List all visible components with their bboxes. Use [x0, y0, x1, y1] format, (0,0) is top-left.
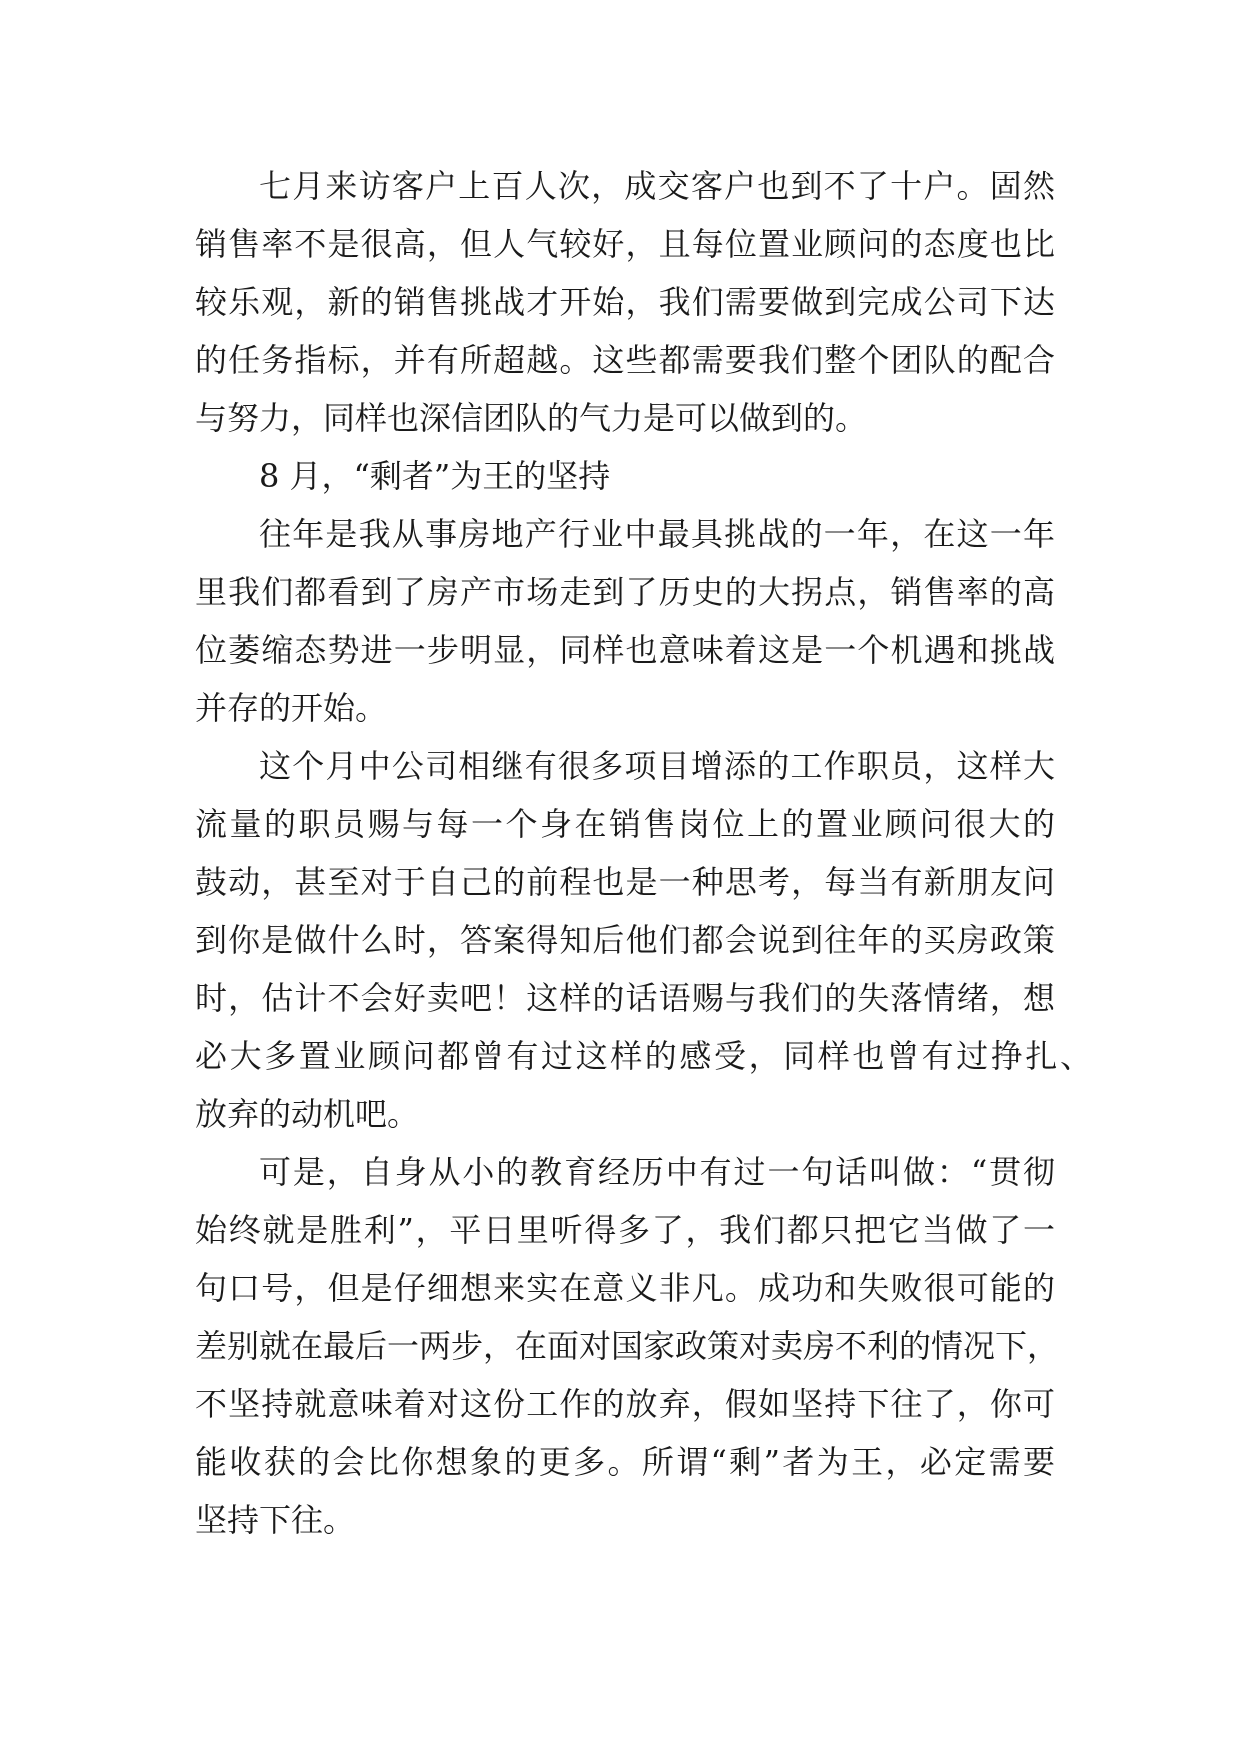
text-line: 时，估计不会好卖吧！这样的话语赐与我们的失落情绪，想 — [195, 979, 1055, 1017]
text-line: 位萎缩态势进一步明显，同样也意味着这是一个机遇和挑战 — [195, 631, 1055, 669]
text-line: 可是，自身从小的教育经历中有过一句话叫做：“贯彻 — [259, 1153, 1055, 1191]
paragraph — [195, 737, 1095, 1143]
text-line: 鼓动，甚至对于自己的前程也是一种思考，每当有新朋友问 — [195, 863, 1055, 901]
text-line: 到你是做什么时，答案得知后他们都会说到往年的买房政策 — [195, 921, 1055, 959]
text-line: 放弃的动机吧。 — [195, 1095, 420, 1133]
paragraph — [195, 157, 1055, 447]
text-line: 销售率不是很高，但人气较好，且每位置业顾问的态度也比 — [195, 225, 1055, 263]
document-body — [195, 157, 1095, 1549]
text-line: 始终就是胜利”，平日里听得多了，我们都只把它当做了一 — [195, 1211, 1055, 1249]
text-line: 不坚持就意味着对这份工作的放弃，假如坚持下往了，你可 — [195, 1385, 1055, 1423]
paragraph — [195, 505, 1055, 737]
text-line: 七月来访客户上百人次，成交客户也到不了十户。固然 — [259, 167, 1055, 205]
heading-line: 8 月，“剩者”为王的坚持 — [259, 457, 611, 495]
text-line: 较乐观，新的销售挑战才开始，我们需要做到完成公司下达 — [195, 283, 1055, 321]
section-heading — [195, 447, 1055, 505]
text-line: 能收获的会比你想象的更多。所谓“剩”者为王，必定需要 — [195, 1443, 1055, 1481]
text-line: 句口号，但是仔细想来实在意义非凡。成功和失败很可能的 — [195, 1269, 1055, 1307]
text-line: 往年是我从事房地产行业中最具挑战的一年，在这一年 — [259, 515, 1055, 553]
text-line: 必大多置业顾问都曾有过这样的感受，同样也曾有过挣扎、 — [195, 1037, 1095, 1075]
text-line: 里我们都看到了房产市场走到了历史的大拐点，销售率的高 — [195, 573, 1055, 611]
paragraph — [195, 1143, 1060, 1549]
text-line: 坚持下往。 — [195, 1501, 356, 1539]
text-line: 与努力，同样也深信团队的气力是可以做到的。 — [195, 399, 868, 437]
text-line: 并存的开始。 — [195, 689, 388, 727]
text-line: 流量的职员赐与每一个身在销售岗位上的置业顾问很大的 — [195, 805, 1055, 843]
text-line: 差别就在最后一两步，在面对国家政策对卖房不利的情况下， — [195, 1327, 1060, 1365]
text-line: 的任务指标，并有所超越。这些都需要我们整个团队的配合 — [195, 341, 1055, 379]
text-line: 这个月中公司相继有很多项目增添的工作职员，这样大 — [259, 747, 1055, 785]
